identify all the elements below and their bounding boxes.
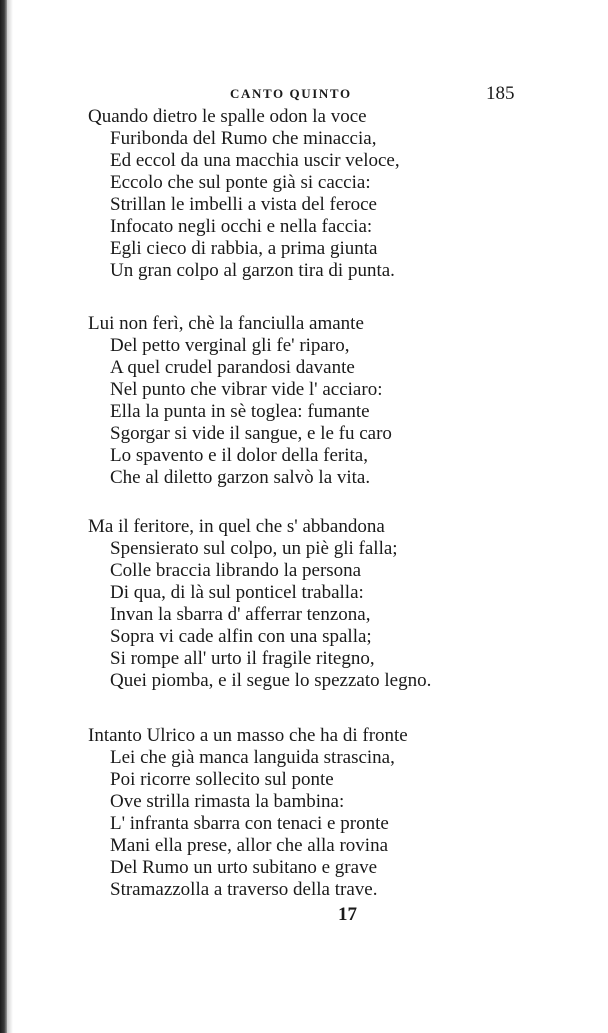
verse-line: Nel punto che vibrar vide l' acciaro:	[110, 379, 383, 400]
verse-line: Poi ricorre sollecito sul ponte	[110, 769, 334, 790]
verse-line: A quel crudel parandosi davante	[110, 357, 355, 378]
verse-line: Mani ella prese, allor che alla rovina	[110, 835, 389, 856]
stanza-2	[88, 313, 508, 489]
verse-line: Stramazzolla a traverso della trave.	[110, 879, 378, 900]
verse-line: Di qua, di là sul ponticel traballa:	[110, 582, 364, 603]
verse-line: Sgorgar si vide il sangue, e le fu caro	[110, 423, 392, 444]
stanza-4	[88, 725, 508, 901]
running-head	[0, 83, 608, 106]
verse-line: Un gran colpo al garzon tira di punta.	[110, 260, 395, 281]
verse-line: Ed eccol da una macchia uscir veloce,	[110, 150, 400, 171]
verse-line: Del petto verginal gli fe' riparo,	[110, 335, 350, 356]
verse-line: Del Rumo un urto subitano e grave	[110, 857, 378, 878]
verse-line: L' infranta sbarra con tenaci e pronte	[110, 813, 389, 834]
stanza-3	[88, 516, 508, 692]
verse-line: Lo spavento e il dolor della ferita,	[110, 445, 368, 466]
verse-line: Strillan le imbelli a vista del feroce	[110, 194, 377, 215]
verse-line: Che al diletto garzon salvò la vita.	[110, 467, 371, 488]
verse-line: Sopra vi cade alfin con una spalla;	[110, 626, 372, 647]
verse-line: Lui non ferì, chè la fanciulla amante	[88, 313, 364, 334]
verse-line: Egli cieco di rabbia, a prima giunta	[110, 238, 378, 259]
verse-line: Intanto Ulrico a un masso che ha di fronte	[88, 725, 408, 746]
verse-line: Ma il feritore, in quel che s' abbandona	[88, 516, 385, 537]
verse-line: Eccolo che sul ponte già si caccia:	[110, 172, 371, 193]
verse-line: Spensierato sul colpo, un piè gli falla;	[110, 538, 398, 559]
verse-line: Si rompe all' urto il fragile ritegno,	[110, 648, 375, 669]
verse-line: Quei piomba, e il segue lo spezzato legno.	[110, 670, 432, 691]
running-title: CANTO QUINTO	[230, 86, 352, 101]
verse-line: Furibonda del Rumo che minaccia,	[110, 128, 377, 149]
verse-line: Ella la punta in sè toglea: fumante	[110, 401, 370, 422]
verse-line: Infocato negli occhi e nella faccia:	[110, 216, 373, 237]
verse-line: Quando dietro le spalle odon la voce	[88, 106, 367, 127]
verse-line: Lei che già manca languida strascina,	[110, 747, 395, 768]
page-number: 185	[486, 83, 515, 104]
verse-line: Ove strilla rimasta la bambina:	[110, 791, 345, 812]
verse-line: Colle braccia librando la persona	[110, 560, 362, 581]
verse-line: Invan la sbarra d' afferrar tenzona,	[110, 604, 371, 625]
signature-mark: 17	[338, 904, 357, 925]
stanza-1	[88, 106, 508, 282]
